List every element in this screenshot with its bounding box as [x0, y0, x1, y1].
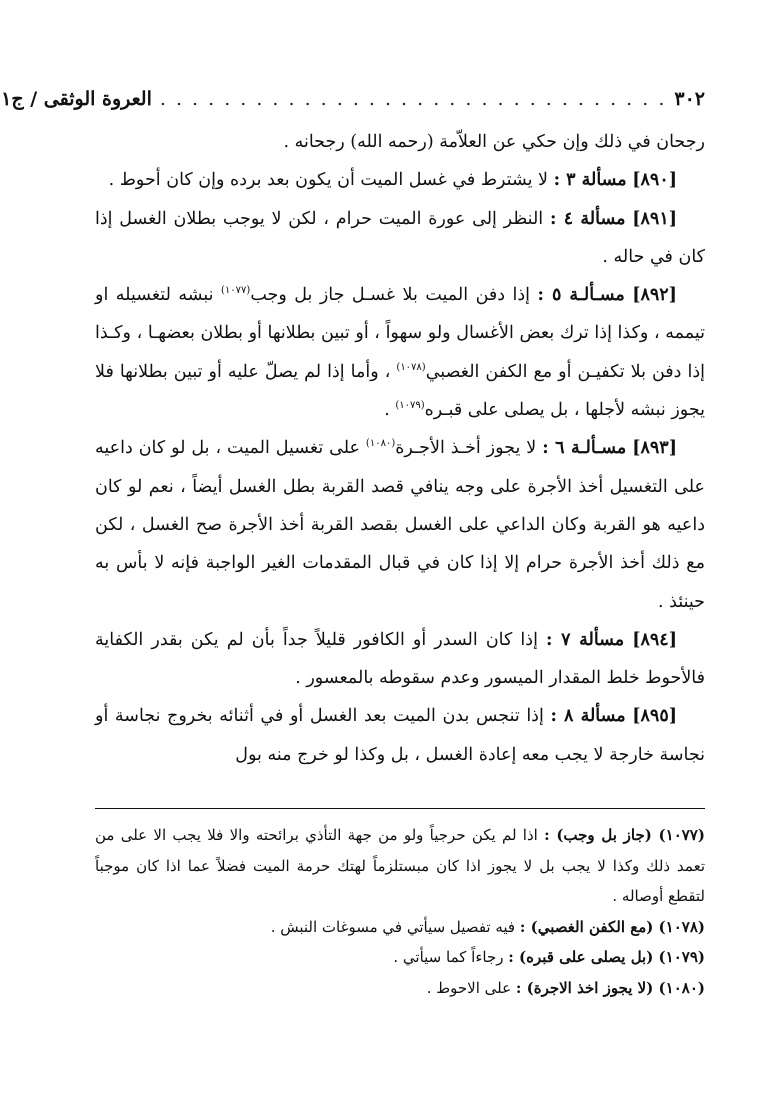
masala-number: [٨٩١]: [632, 208, 678, 229]
footnote-text: على الاحوط .: [426, 978, 512, 997]
page-number: ٣٠٢: [674, 88, 705, 110]
footnote-head: (١٠٨٠) (لا يجوز اخذ الاجرة) :: [515, 978, 705, 997]
footnote-separator-rule: [95, 808, 705, 809]
masala-label: مسألة ٨ :: [550, 706, 626, 727]
footnote-head: (١٠٧٨) (مع الكفن الغصبي) :: [519, 917, 705, 936]
masala-text: نبشه لتغسيله او تيممه ، وكذا إذا ترك بعض الأغسال ولو سهواً ، أو تبين بطلانها أو بطلان بعضهـا ، وكـذا إذا دفن بلا تكفيـن أو مع الكفن الغصبي: [95, 285, 705, 382]
running-header: [1, 88, 705, 123]
masala-number: [٨٩٥]: [632, 706, 677, 727]
masala-text: إذا دفن الميت بلا غسـل جاز بل وجب: [250, 285, 531, 306]
masala-label: مسألة ٤ :: [549, 208, 626, 229]
footnote-1077: [95, 820, 705, 912]
header-leader-dots: . . . . . . . . . . . . . . . . . . . . . . . . . . . . . . . .: [159, 88, 667, 110]
footnote-1079: [95, 942, 705, 973]
masala-891: [95, 200, 705, 277]
masala-number: [٨٩٢]: [632, 285, 677, 306]
masala-number: [٨٩٠]: [632, 170, 677, 191]
main-text: [95, 123, 705, 774]
masala-890: [95, 161, 705, 199]
footnote-ref-1077[interactable]: (١٠٧٧): [221, 285, 251, 297]
masala-label: مسـألـة ٦ :: [542, 438, 627, 459]
masala-894: [95, 621, 705, 698]
masala-text: لا يشترط في غسل الميت أن يكون بعد برده وإن كان أحوط .: [108, 170, 548, 191]
footnote-head: (١٠٧٩) (بل يصلى على قبره) :: [508, 948, 705, 966]
footnote-ref-1079[interactable]: (١٠٧٩): [395, 400, 425, 412]
page-body: [1, 88, 705, 774]
footnote-text: فيه تفصيل سيأتي في مسوغات النبش .: [270, 917, 516, 936]
masala-text: .: [384, 400, 390, 421]
masala-text: على تغسيل الميت ، بل لو كان داعيه على التغسيل أخذ الأجرة على وجه ينافي قصد القربة بطل الغسل أيضاً ، نعم لو كان داعيه هو القربة وكان الداعي على الغسل بقصد القربة أخذ الأجرة صح الغسل ، لكن مع ذلك أخذ الأجرة حرام إلا إذا كان في قبال المقدمات الغير الواجبة فإنه لا بأس به حينئذ .: [95, 438, 705, 612]
footnote-head: (١٠٧٧) (جاز بل وجب) :: [544, 826, 705, 844]
footnote-ref-1078[interactable]: (١٠٧٨): [396, 361, 426, 373]
masala-895: [95, 697, 705, 774]
continued-paragraph: رجحان في ذلك وإن حكي عن العلاّمة (رحمه الله) رجحانه .: [283, 132, 705, 152]
masala-text: إذا تنجس بدن الميت بعد الغسل أو في أثنائه بخروج نجاسة أو نجاسة خارجة لا يجب معه إعادة الغسل ، بل وكذا لو خرج منه بول: [95, 706, 705, 765]
footnote-ref-1080[interactable]: (١٠٨٠): [365, 438, 396, 450]
header-book-title: العروة الوثقى / ج١: [1, 88, 152, 110]
footnote-text: اذا لم يكن حرجياً ولو من جهة التأذي برائحته والا فلا يجب الا على من تعمد ذلك وكذا لا يجب بل لا يجوز اذا كان مبستلزماً لهتك حرمة الميت فضلاً عما اذا كان موجباً لتقطع أوصاله .: [95, 826, 705, 905]
footnotes: [95, 820, 705, 1003]
masala-number: [٨٩٣]: [632, 438, 677, 459]
masala-label: مسألة ٣ :: [553, 170, 627, 191]
masala-text: إذا كان السدر أو الكافور قليلاً جداً بأن لم يكن بقدر الكفاية فالأحوط خلط المقدار الميسور وعدم سقوطه بالمعسور .: [95, 629, 705, 689]
masala-number: [٨٩٤]: [632, 629, 677, 650]
footnote-1078: [95, 912, 705, 943]
masala-text: النظر إلى عورة الميت حرام ، لكن لا يوجب بطلان الغسل إذا كان في حاله .: [95, 208, 705, 267]
masala-text: ، وأما إذا لم يصلّ عليه أو تبين بطلانها فلا يجوز نبشه لأجلها ، بل يصلى على قبـره: [95, 361, 705, 421]
masala-text: لا يجوز أخـذ الأجـرة: [395, 438, 537, 459]
footnote-1080: [95, 973, 705, 1004]
masala-893: [95, 429, 705, 620]
masala-label: مسألة ٧ :: [546, 629, 625, 650]
masala-892: [95, 276, 705, 429]
footnote-text: رجاءاً كما سيأتي .: [393, 948, 504, 966]
masala-label: مسـألـة ٥ :: [537, 285, 625, 306]
